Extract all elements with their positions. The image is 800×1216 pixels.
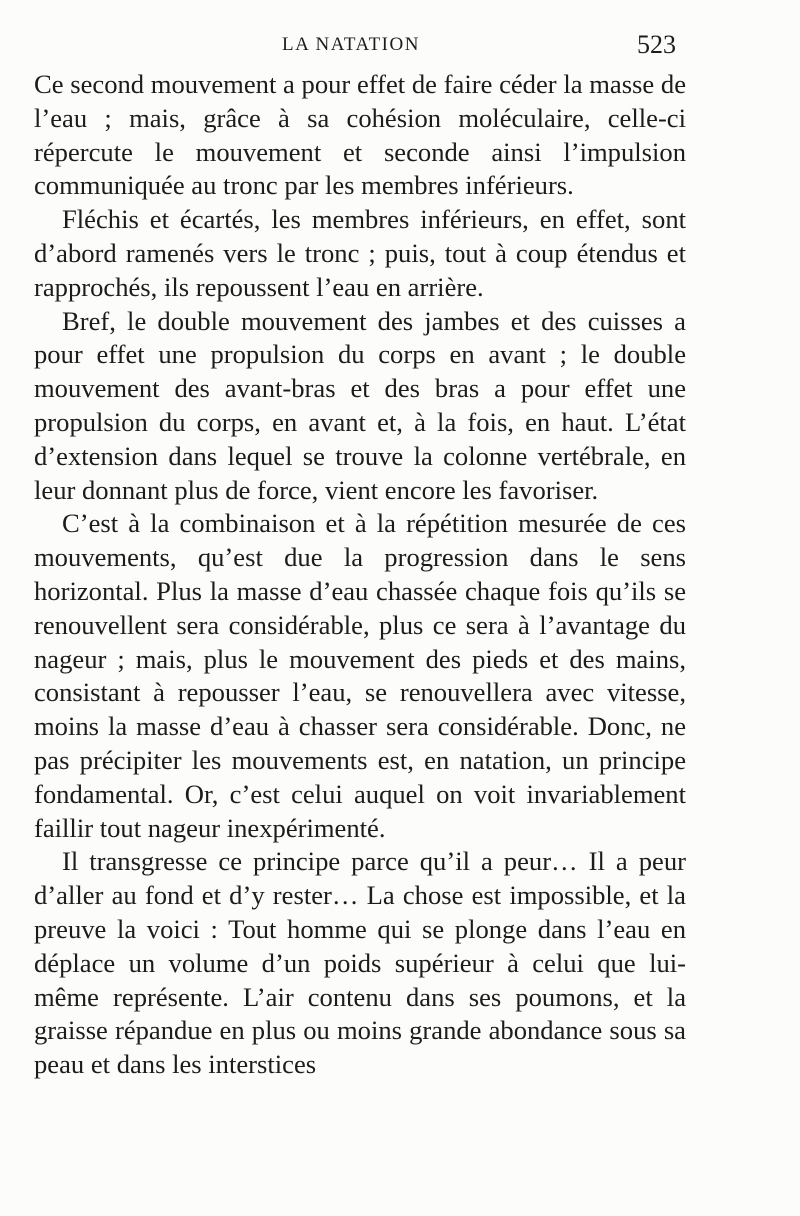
body-text: [34, 68, 686, 1082]
paragraph-5: Il transgresse ce principe parce qu’il a peur… Il a peur d’aller au fond et d’y rester… La chose est impossible, et la preuve la voici : Tout homme qui se plonge dans l’eau en déplace un volume d’un poids supérieur à celui que lui-même représente. L’air contenu dans ses poumons, et la graisse répandue en plus ou moins grande abondance sous sa peau et dans les interstices: [34, 846, 686, 1080]
paragraph-3: Bref, le double mouvement des jambes et des cuisses a pour effet une propulsion du corps en avant ; le double mouvement des avant-bras et des bras a pour effet une propulsion du corps, en avant et, à la fois, en haut. L’état d’extension dans lequel se trouve la colonne vertébrale, en leur donnant plus de force, vient encore les favoriser.: [34, 305, 686, 505]
page-header: [0, 30, 800, 64]
paragraph-4: C’est à la combinaison et à la répétition mesurée de ces mouvements, qu’est due la progression dans le sens horizontal. Plus la masse d’eau chassée chaque fois qu’ils se renouvellent sera considérable, plus ce sera à l’avantage du nageur ; mais, plus le mouvement des pieds et des mains, consistant à repousser l’eau, se renouvellera avec vitesse, moins la masse d’eau à chasser sera considérable. Donc, ne pas précipiter les mouvements est, en natation, un principe fondamental. Or, c’est celui auquel on voit invariablement faillir tout nageur inexpérimenté.: [34, 508, 686, 843]
running-title: LA NATATION: [282, 34, 420, 55]
page-number: 523: [637, 30, 676, 59]
paragraph-1: Ce second mouvement a pour effet de faire céder la masse de l’eau ; mais, grâce à sa cohésion moléculaire, celle-ci répercute le mouvement et seconde ainsi l’impulsion communiquée au tronc par les membres inférieurs.: [34, 69, 686, 201]
paragraph-2: Fléchis et écartés, les membres inférieurs, en effet, sont d’abord ramenés vers le tronc ; puis, tout à coup étendus et rapprochés, ils repoussent l’eau en arrière.: [34, 204, 686, 302]
